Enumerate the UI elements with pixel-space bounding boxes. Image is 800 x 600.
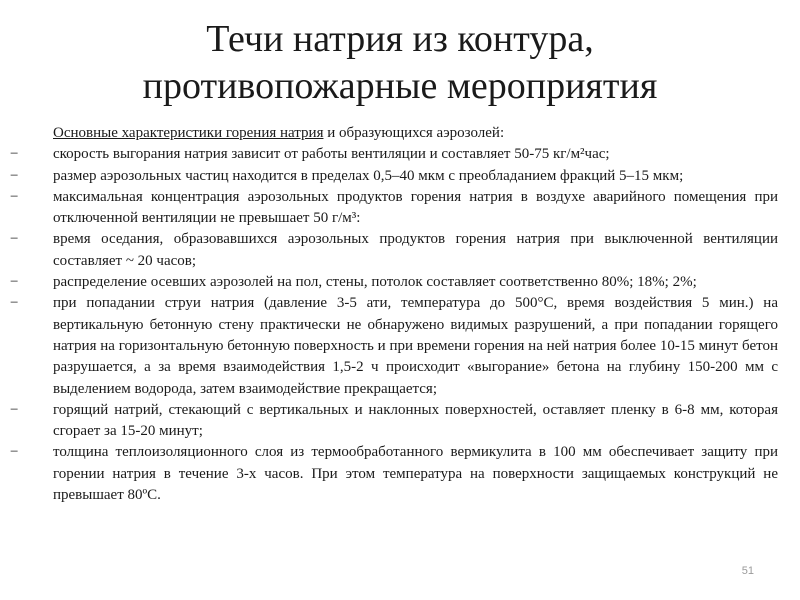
bullet-dash-icon: −: [10, 231, 19, 248]
bullet-dash-icon: −: [10, 444, 19, 461]
list-item-text: при попадании струи натрия (давление 3-5 ати, температура до 500°С, время воздействия 5 мин.) на вертикальную бетонную стену практически не обнаружено видимых разрушений, а при попадании горящего натрия на горизонтальную бетонную поверхность и при времени горения на ней натрия более 10-15 минут бетон разрушается, а за время взаимодействия 1,5-2 ч происходит «выгорание» бетона на глубину 150-200 мм с выделением водорода, затем взаимодействие прекращается;: [53, 295, 778, 397]
list-item-text: толщина теплоизоляционного слоя из термообработанного вермикулита в 100 мм обеспечивает защиту при горении натрия в течение 3-х часов. При этом температура на поверхности защищаемых конструкций не превышает 80ºС.: [53, 444, 778, 504]
bullet-dash-icon: −: [10, 188, 19, 205]
list-item: [8, 229, 778, 272]
list-item: [8, 144, 778, 165]
bullet-dash-icon: −: [10, 274, 19, 291]
list-item-text: скорость выгорания натрия зависит от работы вентиляции и составляет 50-75 кг/м²час;: [53, 146, 610, 163]
characteristics-list: [8, 144, 778, 506]
list-item-text: распределение осевших аэрозолей на пол, стены, потолок составляет соответственно 80%; 18%; 2%;: [53, 274, 697, 291]
list-item-text: размер аэрозольных частиц находится в пределах 0,5–40 мкм с преобладанием фракций 5–15 мкм;: [53, 167, 684, 184]
bullet-dash-icon: −: [10, 146, 19, 163]
list-item: [8, 272, 778, 293]
list-item: [8, 442, 778, 506]
intro-rest-text: и образующихся аэрозолей:: [323, 125, 505, 141]
page-number: 51: [741, 565, 754, 577]
bullet-dash-icon: −: [10, 167, 19, 184]
slide-title: [0, 16, 800, 110]
list-item: [8, 293, 778, 399]
slide-title-line-2: противопожарные мероприятия: [142, 65, 658, 107]
list-item: [8, 166, 778, 187]
bullet-dash-icon: −: [10, 401, 19, 418]
bullet-dash-icon: −: [10, 295, 19, 312]
list-item: [8, 187, 778, 230]
slide-title-line-1: Течи натрия из контура,: [206, 18, 594, 60]
list-item-text: максимальная концентрация аэрозольных продуктов горения натрия в воздухе аварийного помещения при отключенной вентиляции не превышает 50 г/м³:: [53, 188, 778, 227]
slide-content: [8, 123, 778, 506]
list-item: [8, 400, 778, 443]
intro-underlined-text: Основные характеристики горения натрия: [53, 125, 324, 141]
list-item-text: время оседания, образовавшихся аэрозольных продуктов горения натрия при выключенной вентиляции составляет ~ 20 часов;: [53, 231, 778, 269]
list-item-text: горящий натрий, стекающий с вертикальных и наклонных поверхностей, оставляет пленку в 6-8 мм, которая сгорает за 15-20 минут;: [53, 401, 778, 440]
intro-paragraph: [8, 123, 778, 144]
